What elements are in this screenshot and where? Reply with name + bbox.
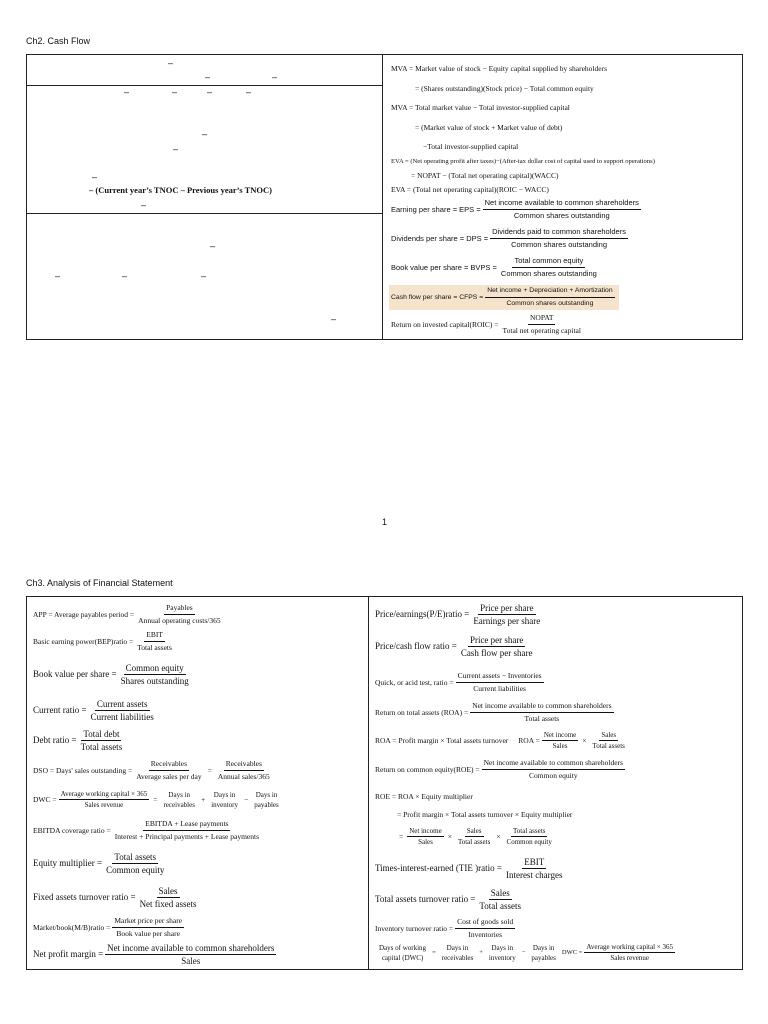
dash-mark: –	[272, 72, 278, 82]
pe-formula: Price/earnings(P/E)ratio = $\frac{\text{Price per share}}{\text{Earnings per share}}$	[375, 603, 541, 626]
eva-formula: EVA = (Net operating profit after taxes)−(After-tax dollar cost of capital used to support operations)	[391, 158, 655, 165]
app-formula: APP = Average payables period = $\frac{\text{Payables}}{\text{Annual operating costs/365}}$	[33, 603, 221, 625]
dps-denominator: Common shares outstanding	[511, 240, 607, 249]
eva-formula-cont: = NOPAT − (Total net operating capital)(WACC)	[411, 171, 559, 180]
tnoc-line: – (Current year’s TNOC – Previous year’s TNOC)	[89, 185, 272, 195]
roe-decomposition: ROE = ROA × Equity multiplier	[375, 792, 473, 801]
eps-denominator: Common shares outstanding	[513, 211, 610, 220]
dash-mark: –	[331, 314, 337, 324]
total-assets-turnover-formula: Total assets turnover ratio = $\frac{\text{Sales}}{\text{Total assets}}$	[375, 888, 522, 911]
dash-mark: –	[172, 87, 178, 97]
price-cash-flow-formula: Price/cash flow ratio = $\frac{\text{Price per share}}{\text{Cash flow per share}}$	[375, 635, 533, 658]
dash-mark: –	[122, 271, 128, 281]
roic-denominator: Total net operating capital	[502, 326, 581, 335]
cfps-formula: Cash flow per share = CFPS = $\frac{\text{Net income + Depreciation + Amortization}}{\text{Common shares outstanding}}$	[389, 285, 619, 310]
mva-formula-cont: = (Shares outstanding)(Stock price) − Total common equity	[415, 84, 594, 93]
dso-formula: DSO = Days' sales outstanding = $\frac{\text{Receivables}}{\text{Average sales per day}}$ = $\frac{\text{Receivables}}{\text{Annual sales/365}}$	[33, 759, 270, 781]
page2-caption: Ch3. Analysis of Financial Statement	[26, 578, 173, 588]
market-book-formula: Market/book(M/B)ratio = $\frac{\text{Market price per share}}{\text{Book value per share}}$	[33, 916, 183, 938]
dash-mark: –	[207, 87, 213, 97]
table-divider	[368, 597, 369, 969]
ebitda-formula: EBITDA coverage ratio = $\frac{\text{EBITDA + Lease payments}}{\text{Interest + Principal payments + Lease payments}}$	[33, 819, 260, 841]
table-divider	[27, 213, 382, 214]
mva-formula-alt: MVA = Total market value − Total investor-supplied capital	[391, 103, 570, 112]
dash-mark: –	[92, 172, 98, 182]
roic-numerator: NOPAT	[528, 313, 555, 325]
bvps-denominator: Common shares outstanding	[500, 269, 597, 278]
debt-ratio-formula: Debt ratio = $\frac{\text{Total debt}}{\text{Total assets}}$	[33, 729, 123, 752]
cfps-denominator: Common shares outstanding	[506, 300, 594, 307]
inventory-turnover-formula: Inventory turnover ratio = $\frac{\text{Cost of goods sold}}{\text{Inventories}}$	[375, 917, 514, 939]
roic-formula: Return on invested capital(ROIC) = $\frac{\text{NOPAT}}{\text{Total net operating capital}}$	[391, 313, 581, 335]
dash-mark: –	[173, 144, 179, 154]
dash-mark: –	[201, 271, 207, 281]
bep-formula: Basic earning power(BEP)ratio = $\frac{\text{EBIT}}{\text{Total assets}}$	[33, 630, 172, 652]
dash-mark: –	[210, 241, 216, 251]
dash-mark: –	[168, 58, 174, 68]
page-number: 1	[382, 517, 388, 527]
quick-ratio-formula: Quick, or acid test, ratio = $\frac{\text{Current assets − Inventories}}{\text{Current liabilities}}$	[375, 671, 542, 693]
eps-formula: Earning per share = EPS = $\frac{\text{Net income available to common shareholders}}{\text{Common shares outstanding}}$	[391, 198, 639, 220]
roa-formula: Return on total assets (ROA) = $\frac{\text{Net income available to common shareholders}}{\text{Total assets}}$	[375, 701, 612, 723]
mva-formula: MVA = Market value of stock − Equity capital supplied by shareholders	[391, 64, 607, 73]
dash-mark: –	[246, 87, 252, 97]
book-value-formula: Book value per share = $\frac{\text{Common equity}}{\text{Shares outstanding}}$	[33, 663, 189, 686]
dps-numerator: Dividends paid to common shareholders	[490, 227, 628, 239]
table-divider	[27, 85, 382, 86]
net-profit-margin-formula: Net profit margin = $\frac{\text{Net income available to common shareholders}}{\text{Sales}}$	[33, 943, 275, 966]
mva-formula-alt-cont2: −Total investor-supplied capital	[423, 142, 519, 151]
table-divider	[382, 55, 383, 339]
dash-mark: –	[202, 129, 208, 139]
roe-formula: Return on common equity(ROE) = $\frac{\text{Net income available to common shareholders}}{\text{Common equity}}$	[375, 758, 623, 780]
dash-mark: –	[124, 87, 130, 97]
dash-mark: –	[205, 72, 211, 82]
roa-decomposition: ROA = Profit margin × Total assets turnover ROA = $\frac{\text{Net income}}{\text{Sales}}$ × $\frac{\text{Sales}}{\text{Total assets}}$	[375, 731, 625, 750]
equity-multiplier-formula: Equity multiplier = $\frac{\text{Total assets}}{\text{Common equity}}$	[33, 852, 165, 875]
mva-formula-alt-cont: = (Market value of stock + Market value of debt)	[415, 123, 563, 132]
ratio-table	[26, 596, 743, 970]
cfps-numerator: Net income + Depreciation + Amortization	[485, 286, 614, 298]
current-ratio-formula: Current ratio = $\frac{\text{Current assets}}{\text{Current liabilities}}$	[33, 699, 154, 722]
dash-mark: –	[55, 271, 61, 281]
dps-formula: Dividends per share = DPS = $\frac{\text{Dividends paid to common shareholders}}{\text{Common shares outstanding}}$	[391, 227, 626, 249]
dash-mark: –	[141, 200, 147, 210]
tie-formula: Times-interest-earned (TIE )ratio = $\frac{\text{EBIT}}{\text{Interest charges}}$	[375, 857, 563, 880]
dwc-formula-left: DWC = $\frac{\text{Average working capital × 365}}{\text{Sales revenue}}$ = Days in receivables + Days in inventory − Days in payables	[33, 790, 279, 809]
roe-dupont-formula: = $\frac{\text{Net income}}{\text{Sales}}$ × $\frac{\text{Sales}}{\text{Total assets}}$ × $\frac{\text{Total assets}}{\text{Common equity}}$	[399, 827, 552, 846]
eps-numerator: Net income available to common shareholders	[483, 198, 641, 210]
roe-decomposition-cont: = Profit margin × Total assets turnover × Equity multiplier	[397, 810, 573, 819]
cash-flow-table	[26, 54, 743, 340]
fixed-assets-formula: Fixed assets turnover ratio = $\frac{\text{Sales}}{\text{Net fixed assets}}$	[33, 886, 197, 909]
dwc-formula-right: Days of working capital (DWC) = Days in receivables + Days in inventory − Days in payables DWC = $\frac{\text{Average working capital × 365}}{\text{Sales revenue}}$	[379, 943, 673, 962]
page1-caption: Ch2. Cash Flow	[26, 36, 91, 46]
bvps-numerator: Total common equity	[512, 256, 585, 268]
bvps-formula: Book value per share = BVPS = $\frac{\text{Total common equity}}{\text{Common shares outstanding}}$	[391, 256, 597, 278]
eva-formula-alt: EVA = (Total net operating capital)(ROIC − WACC)	[391, 185, 549, 194]
